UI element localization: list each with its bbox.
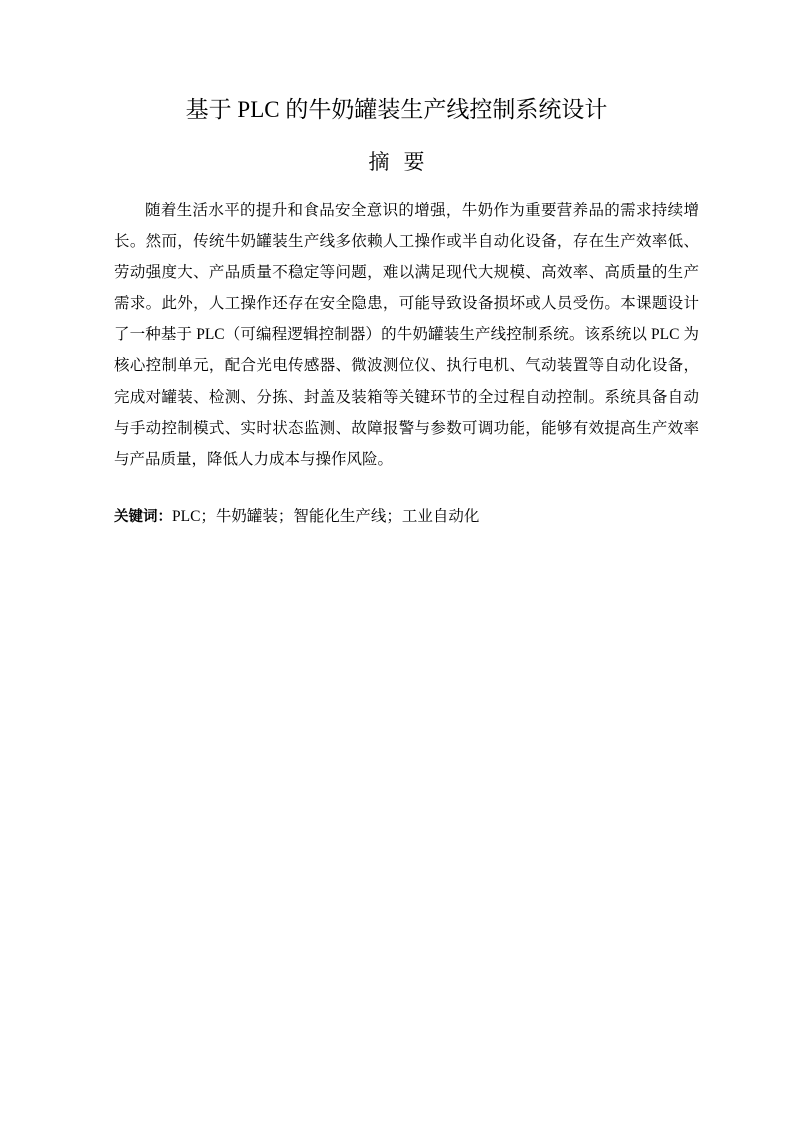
keywords-value: PLC；牛奶罐装；智能化生产线；工业自动化 — [172, 508, 480, 525]
abstract-heading: 摘要 — [368, 150, 439, 174]
abstract-paragraph: 随着生活水平的提升和食品安全意识的增强，牛奶作为重要营养品的需求持续增长。然而，传统牛奶罐装生产线多依赖人工操作或半自动化设备，存在生产效率低、劳动强度大、产品质量不稳定等问题，难以满足现代大规模、高效率、高质量的生产需求。此外，人工操作还存在安全隐患，可能导致设备损坏或人员受伤。本课题设计了一种基于 PLC（可编程逻辑控制器）的牛奶罐装生产线控制系统。该系统以 PLC 为核心控制单元，配合光电传感器、微波测位仪、执行电机、气动装置等自动化设备，完成对罐装、检测、分拣、封盖及装箱等关键环节的全过程自动控制。系统具备自动与手动控制模式、实时状态监测、故障报警与参数可调功能，能够有效提高生产效率与产品质量，降低人力成本与操作风险。 — [114, 202, 699, 468]
keywords-line — [114, 501, 699, 533]
keywords-label: 关键词： — [114, 509, 172, 525]
document-title: 基于 PLC 的牛奶罐装生产线控制系统设计 — [185, 97, 608, 122]
